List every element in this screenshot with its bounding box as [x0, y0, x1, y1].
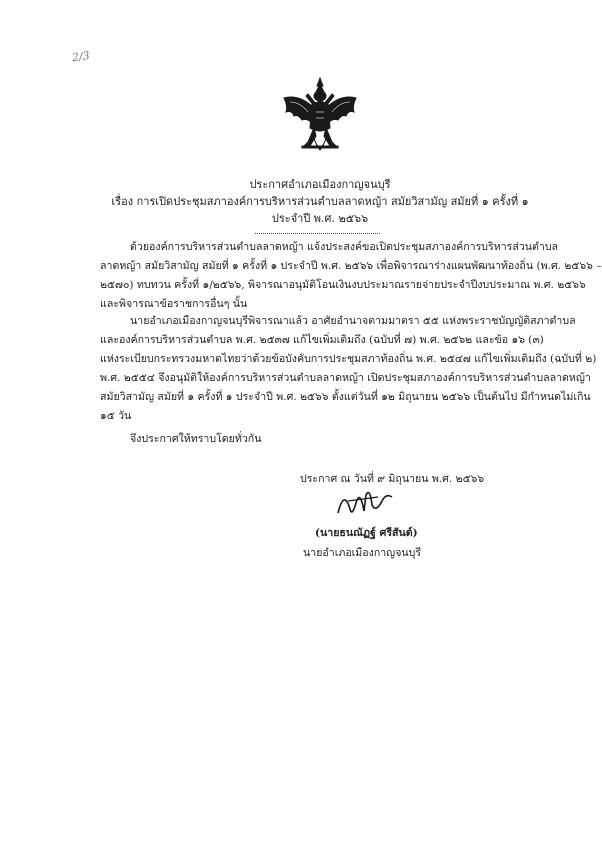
garuda-emblem-icon [278, 76, 362, 164]
signer-name: (นายธนณัฏฐ์ ศรีสันต์) [315, 527, 418, 539]
signer-position: นายอำเภอเมืองกาญจนบุรี [303, 547, 422, 559]
paragraph-line: และพิจารณาข้อราชการอื่นๆ นั้น [100, 298, 248, 310]
announcement-date: ประกาศ ณ วันที่ ๙ มิถุนายน พ.ศ. ๒๕๖๖ [300, 473, 485, 485]
paragraph-line: แห่งระเบียบกระทรวงมหาดไทยว่าด้วยข้อบังคับการประชุมสภาท้องถิ่น พ.ศ. ๒๕๔๗ แก้ไขเพิ่มเติมถึง (ฉบับที่ ๒) [100, 353, 597, 365]
closing-line [130, 430, 550, 449]
paragraph-line: ๑๕ วัน [100, 410, 132, 422]
title-divider [255, 233, 380, 234]
issuer-line: ประกาศอำเภอเมืองกาญจนบุรี [249, 178, 391, 191]
handwritten-scribble: 2/3 [71, 48, 91, 65]
closing-text: จึงประกาศให้ทราบโดยทั่วกัน [130, 433, 262, 445]
paragraph-line: ๒๕๗๐) ทบทวน ครั้งที่ ๑/๒๕๖๖, พิจารณาอนุมัติโอนเงินงบประมาณรายจ่ายประจำปีงบประมาณ พ.ศ. ๒๕๖๖ [100, 279, 586, 291]
paragraph-line: ด้วยองค์การบริหารส่วนตำบลลาดหญ้า แจ้งประสงค์ขอเปิดประชุมสภาองค์การบริหารส่วนตำบล [130, 241, 559, 253]
year-line: ประจำปี พ.ศ. ๒๕๖๖ [271, 212, 369, 225]
paragraph-line: นายอำเภอเมืองกาญจนบุรีพิจารณาแล้ว อาศัยอำนาจตามมาตรา ๕๕ แห่งพระราชบัญญัติสภาตำบล [130, 315, 576, 327]
paragraph-line: สมัยวิสามัญ สมัยที่ ๑ ครั้งที่ ๑ ประจำปี พ.ศ. ๒๕๖๖ ตั้งแต่วันที่ ๑๒ มิถุนายน ๒๕๖๖ เป็นต้นไป มีกำหนดไม่เกิน [100, 391, 591, 403]
paragraph-line: และองค์การบริหารส่วนตำบล พ.ศ. ๒๕๓๗ แก้ไขเพิ่มเติมถึง (ฉบับที่ ๗) พ.ศ. ๒๕๖๒ และข้อ ๑๖ (๓) [100, 334, 544, 346]
paragraph-line: ลาดหญ้า สมัยวิสามัญ สมัยที่ ๑ ครั้งที่ ๑ ประจำปี พ.ศ. ๒๕๖๖ เพื่อพิจารณาร่างแผนพัฒนาท้องถิ่น (พ.ศ. ๒๕๖๖ – [100, 260, 602, 272]
paragraph-2-first-line [130, 312, 576, 331]
subject-line: เรื่อง การเปิดประชุมสภาองค์การบริหารส่วนตำบลลาดหญ้า สมัยวิสามัญ สมัยที่ ๑ ครั้งที่ ๑ [111, 195, 529, 208]
paragraph-line: พ.ศ. ๒๕๕๔ จึงอนุมัติให้องค์การบริหารส่วนตำบลลาดหญ้า เปิดประชุมสภาองค์การบริหารส่วนตำบลลาดหญ้า [100, 372, 591, 384]
paragraph-1-rest [100, 257, 602, 314]
paragraph-2-rest [100, 331, 597, 426]
handwritten-signature-icon [330, 483, 400, 523]
paragraph-1-first-line [130, 238, 559, 257]
